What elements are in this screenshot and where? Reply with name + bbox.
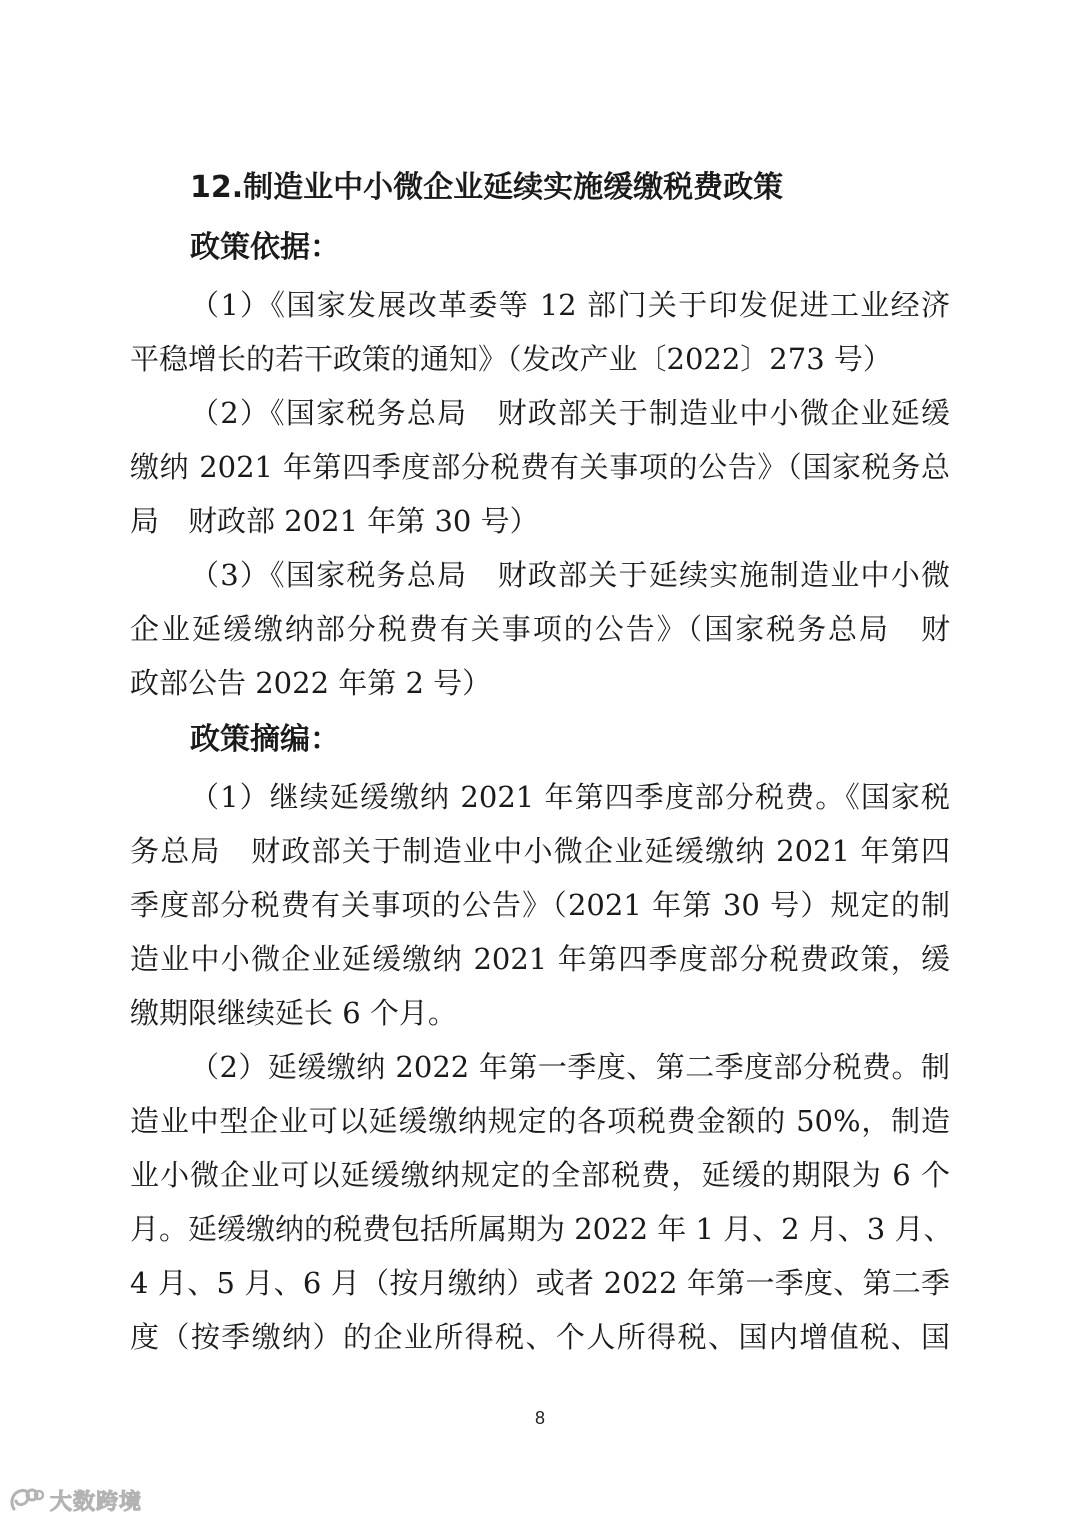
text-line: 缴纳 2021 年第四季度部分税费有关事项的公告》（国家税务总 bbox=[130, 450, 950, 484]
text-line: 缴期限继续延长 6 个月。 bbox=[130, 996, 457, 1030]
page-number: 8 bbox=[534, 1408, 545, 1428]
summary-item-1 bbox=[130, 770, 950, 1040]
policy-basis-label: 政策依据： bbox=[190, 230, 340, 265]
text-line: 政部公告 2022 年第 2 号） bbox=[130, 666, 492, 700]
text-line: （1）继续延缓缴纳 2021 年第四季度部分税费。《国家税 bbox=[190, 780, 950, 814]
basis-item-2 bbox=[130, 386, 950, 548]
text-line: 局 财政部 2021 年第 30 号） bbox=[130, 504, 539, 538]
text-line: 造业中小微企业延缓缴纳 2021 年第四季度部分税费政策，缓 bbox=[130, 942, 950, 976]
section-heading: 12.制造业中小微企业延续实施缓缴税费政策 bbox=[190, 170, 784, 205]
summary-item-2 bbox=[130, 1040, 953, 1364]
text-line: 业小微企业可以延缓缴纳规定的全部税费，延缓的期限为 6 个 bbox=[130, 1158, 950, 1192]
brand-logo-icon bbox=[8, 1485, 44, 1515]
text-line: 造业中型企业可以延缓缴纳规定的各项税费金额的 50%，制造 bbox=[130, 1104, 950, 1138]
text-line: （2）《国家税务总局 财政部关于制造业中小微企业延缓 bbox=[190, 396, 950, 430]
watermark bbox=[8, 1482, 142, 1518]
document-body bbox=[130, 158, 953, 1364]
policy-summary-label: 政策摘编： bbox=[190, 722, 340, 757]
text-line: 务总局 财政部关于制造业中小微企业延缓缴纳 2021 年第四 bbox=[130, 834, 950, 868]
text-line: （1）《国家发展改革委等 12 部门关于印发促进工业经济 bbox=[190, 288, 950, 322]
text-line: （2）延缓缴纳 2022 年第一季度、第二季度部分税费。制 bbox=[190, 1050, 950, 1084]
text-line: 平稳增长的若干政策的通知》（发改产业〔2022〕273 号） bbox=[130, 342, 892, 376]
text-line: 月。延缓缴纳的税费包括所属期为 2022 年 1 月、2 月、3 月、 bbox=[130, 1212, 953, 1246]
text-line: （3）《国家税务总局 财政部关于延续实施制造业中小微 bbox=[190, 558, 950, 592]
text-line: 季度部分税费有关事项的公告》（2021 年第 30 号）规定的制 bbox=[130, 888, 950, 922]
basis-item-3 bbox=[130, 548, 950, 710]
basis-item-1 bbox=[130, 278, 950, 386]
text-line: 度（按季缴纳）的企业所得税、个人所得税、国内增值税、国 bbox=[130, 1320, 950, 1354]
text-line: 企业延缓缴纳部分税费有关事项的公告》（国家税务总局 财 bbox=[130, 612, 950, 646]
text-line: 4 月、5 月、6 月（按月缴纳）或者 2022 年第一季度、第二季 bbox=[130, 1266, 950, 1300]
watermark-text: 大数跨境 bbox=[50, 1489, 143, 1515]
